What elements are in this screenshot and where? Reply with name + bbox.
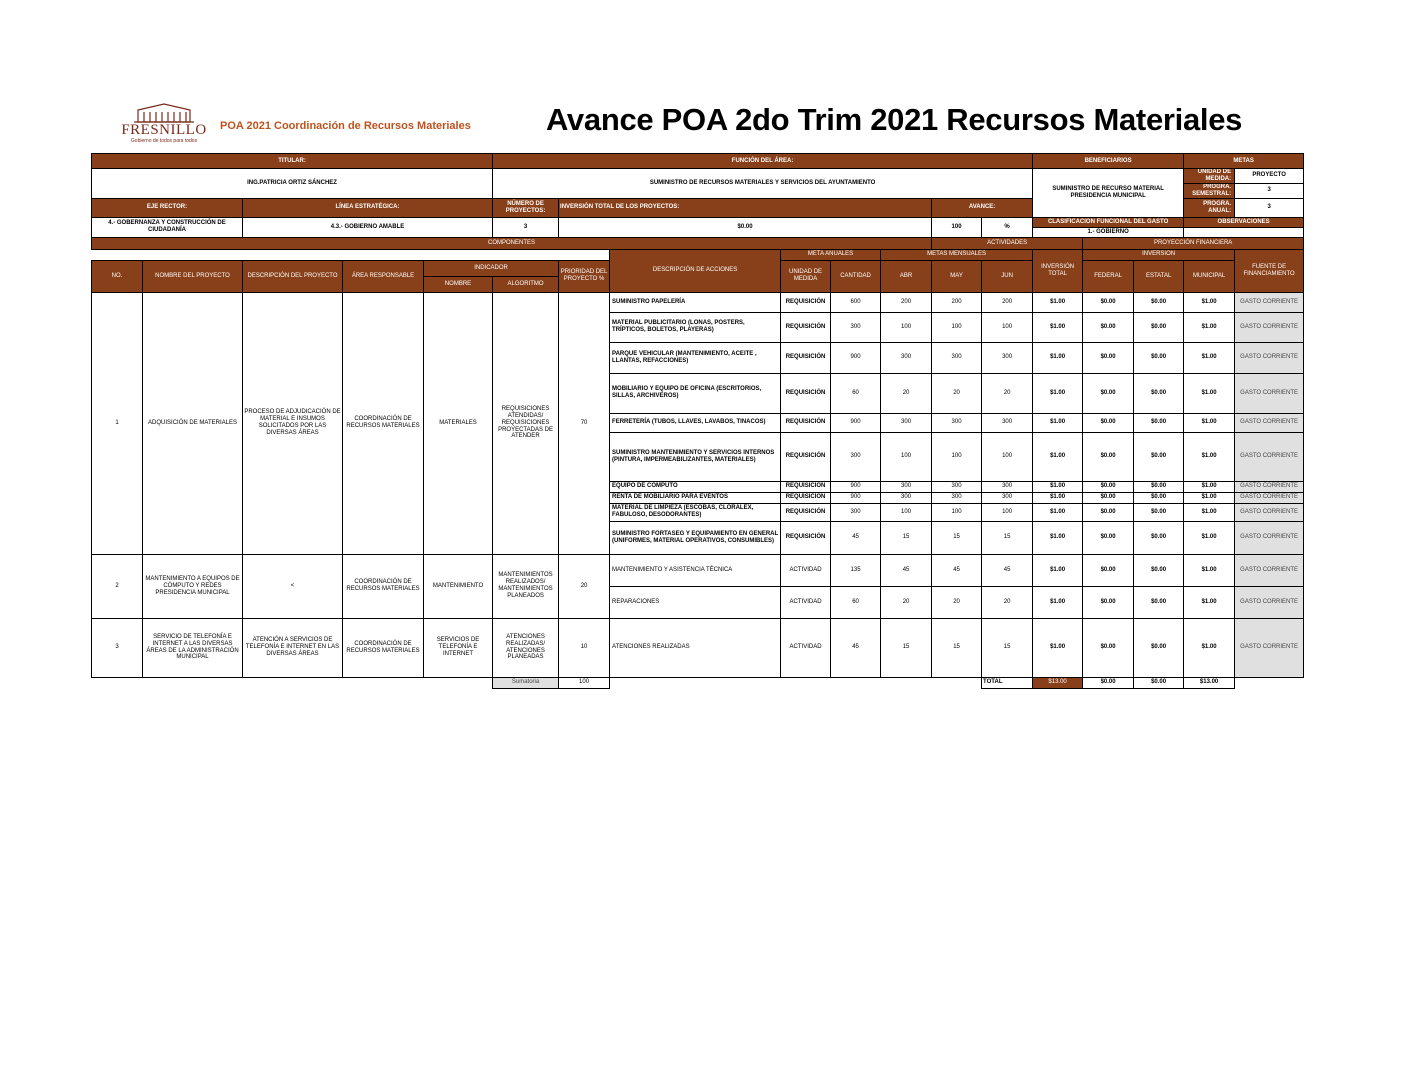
activity-municipal: $1.00 <box>1184 292 1235 312</box>
componentes-header: COMPONENTES <box>92 237 932 249</box>
activity-total: $1.00 <box>1033 521 1083 554</box>
poa-table <box>91 153 1304 689</box>
page-subtitle: POA 2021 Coordinación de Recursos Materiales <box>220 120 471 132</box>
project-no: 2 <box>92 554 143 618</box>
activity-desc: REPARACIONES <box>610 586 781 618</box>
col-may: MAY <box>932 260 982 292</box>
sumatoria-label: Sumatoria <box>493 677 559 688</box>
project-algoritmo: MANTENIMIENTOS REALIZADOS/ MANTENIMIENTOS PLANEADOS <box>493 554 559 618</box>
logo-text: FRESNILLO <box>121 122 207 138</box>
project-prioridad: 20 <box>559 554 610 618</box>
activity-municipal: $1.00 <box>1184 618 1235 677</box>
activity-estatal: $0.00 <box>1134 292 1184 312</box>
proyeccion-header: PROYECCIÓN FINANCIERA <box>1083 237 1304 249</box>
activity-cantidad: 900 <box>831 342 881 373</box>
activity-federal: $0.00 <box>1083 554 1134 586</box>
activity-fuente: GASTO CORRIENTE <box>1235 503 1304 521</box>
activity-federal: $0.00 <box>1083 373 1134 413</box>
titular-label: TITULAR: <box>92 154 493 169</box>
num-proyectos-label: NÚMERO DE PROYECTOS: <box>493 198 559 217</box>
spacer-cell <box>610 677 982 688</box>
total-federal: $0.00 <box>1083 677 1134 688</box>
activity-may: 300 <box>932 492 982 503</box>
linea-value: 4.3.- GOBIERNO AMABLE <box>243 217 493 237</box>
activity-federal: $0.00 <box>1083 432 1134 481</box>
project-indicador: SERVICIOS DE TELEFONÍA E INTERNET <box>424 618 493 677</box>
activity-unidad: REQUISICIÓN <box>781 292 831 312</box>
page-header <box>110 100 1270 146</box>
activity-cantidad: 60 <box>831 373 881 413</box>
project-descripcion: PROCESO DE ADJUDICACIÓN DE MATERIAL E INSUMOS SOLICITADOS POR LAS DIVERSAS ÁREAS <box>243 292 343 554</box>
clasificacion-value: 1.- GOBIERNO <box>1033 227 1184 237</box>
project-area: COORDINACIÓN DE RECURSOS MATERIALES <box>343 292 424 554</box>
total-municipal: $13.00 <box>1184 677 1235 688</box>
activity-jun: 100 <box>982 312 1033 342</box>
activity-jun: 45 <box>982 554 1033 586</box>
activity-federal: $0.00 <box>1083 492 1134 503</box>
activity-desc: SUMINISTRO MANTENIMIENTO Y SERVICIOS INTERNOS (PINTURA, IMPERMEABILIZANTES, MATERIALES) <box>610 432 781 481</box>
activity-abr: 45 <box>881 554 932 586</box>
project-area: COORDINACIÓN DE RECURSOS MATERIALES <box>343 554 424 618</box>
activity-cantidad: 600 <box>831 292 881 312</box>
activity-may: 20 <box>932 586 982 618</box>
activity-abr: 100 <box>881 312 932 342</box>
actividades-header: ACTIVIDADES <box>932 237 1083 249</box>
activity-municipal: $1.00 <box>1184 586 1235 618</box>
activity-unidad: ACTIVIDAD <box>781 618 831 677</box>
activity-jun: 100 <box>982 503 1033 521</box>
col-algoritmo: ALGORITMO <box>493 276 559 292</box>
col-indicador: INDICADOR <box>424 260 559 276</box>
activity-desc: RENTA DE MOBILIARIO PARA EVENTOS <box>610 492 781 503</box>
activity-federal: $0.00 <box>1083 586 1134 618</box>
project-no: 3 <box>92 618 143 677</box>
total-label: TOTAL <box>982 677 1033 688</box>
activity-federal: $0.00 <box>1083 503 1134 521</box>
total-estatal: $0.00 <box>1134 677 1184 688</box>
activity-cantidad: 60 <box>831 586 881 618</box>
project-area: COORDINACIÓN DE RECURSOS MATERIALES <box>343 618 424 677</box>
activity-fuente: GASTO CORRIENTE <box>1235 342 1304 373</box>
activity-unidad: REQUISICIÓN <box>781 373 831 413</box>
activity-estatal: $0.00 <box>1134 554 1184 586</box>
metas-anuales-header: META ANUALES <box>781 249 881 260</box>
col-nombre-proyecto: NOMBRE DEL PROYECTO <box>143 260 243 292</box>
activity-desc: MOBILIARIO Y EQUIPO DE OFICINA (ESCRITORIOS, SILLAS, ARCHIVEROS) <box>610 373 781 413</box>
sumatoria-value: 100 <box>559 677 610 688</box>
activity-desc: SUMINISTRO FORTASEG Y EQUIPAMIENTO EN GENERAL (UNIFORMES, MATERIAL OPERATIVOS, CONSUMIBLES) <box>610 521 781 554</box>
table-row <box>92 618 1304 677</box>
inversion-value: $0.00 <box>559 217 932 237</box>
activity-desc: ATENCIONES REALIZADAS <box>610 618 781 677</box>
activity-abr: 300 <box>881 342 932 373</box>
activity-jun: 15 <box>982 521 1033 554</box>
activity-may: 45 <box>932 554 982 586</box>
col-area: ÁREA RESPONSABLE <box>343 260 424 292</box>
col-estatal: ESTATAL <box>1134 260 1184 292</box>
activity-desc: EQUIPO DE CÓMPUTO <box>610 481 781 492</box>
activity-unidad: REQUISICIÓN <box>781 432 831 481</box>
project-indicador: MATERIALES <box>424 292 493 554</box>
funcion-label: FUNCIÓN DEL ÁREA: <box>493 154 1033 169</box>
activity-abr: 200 <box>881 292 932 312</box>
activity-unidad: REQUISICIÓN <box>781 312 831 342</box>
activity-municipal: $1.00 <box>1184 492 1235 503</box>
spacer-cell <box>1235 677 1304 688</box>
col-unidad: UNIDAD DE MEDIDA <box>781 260 831 292</box>
total-inversion: $13.00 <box>1033 677 1083 688</box>
activity-municipal: $1.00 <box>1184 521 1235 554</box>
activity-fuente: GASTO CORRIENTE <box>1235 618 1304 677</box>
activity-abr: 20 <box>881 373 932 413</box>
col-jun: JUN <box>982 260 1033 292</box>
activity-jun: 300 <box>982 492 1033 503</box>
activity-may: 300 <box>932 481 982 492</box>
avance-unit: % <box>982 217 1033 237</box>
activity-unidad: REQUISICIÓN <box>781 413 831 432</box>
activity-desc: MATERIAL DE LIMPIEZA (ESCOBAS, CLORALEX, FABULOSO, DESODORANTES) <box>610 503 781 521</box>
activity-total: $1.00 <box>1033 432 1083 481</box>
activity-estatal: $0.00 <box>1134 492 1184 503</box>
activity-jun: 20 <box>982 586 1033 618</box>
activity-estatal: $0.00 <box>1134 373 1184 413</box>
project-nombre: SERVICIO DE TELEFONÍA E INTERNET A LAS DIVERSAS ÁREAS DE LA ADMINISTRACIÓN MUNICIPAL <box>143 618 243 677</box>
progra-anual-label: PROGRA. ANUAL: <box>1184 198 1235 217</box>
activity-federal: $0.00 <box>1083 521 1134 554</box>
activity-unidad: ACTIVIDAD <box>781 586 831 618</box>
activity-abr: 300 <box>881 492 932 503</box>
eje-value: 4.- GOBERNANZA Y CONSTRUCCIÓN DE CIUDADANÍA <box>92 217 243 237</box>
eje-label: EJE RECTOR: <box>92 198 243 217</box>
col-municipal: MUNICIPAL <box>1184 260 1235 292</box>
activity-total: $1.00 <box>1033 492 1083 503</box>
avance-value: 100 <box>932 217 982 237</box>
activity-fuente: GASTO CORRIENTE <box>1235 481 1304 492</box>
project-nombre: MANTENIMIENTO A EQUIPOS DE CÓMPUTO Y REDES PRESIDENCIA MUNICIPAL <box>143 554 243 618</box>
activity-desc: PARQUE VEHICULAR (MANTENIMIENTO, ACEITE , LLANTAS, REFACCIONES) <box>610 342 781 373</box>
activity-total: $1.00 <box>1033 342 1083 373</box>
project-algoritmo: ATENCIONES REALIZADAS/ ATENCIONES PLANEADAS <box>493 618 559 677</box>
table-row <box>92 292 1304 312</box>
col-descripcion-proyecto: DESCRIPCIÓN DEL PROYECTO <box>243 260 343 292</box>
progra-anual-value: 3 <box>1235 198 1304 217</box>
col-prioridad: PRIORIDAD DEL PROYECTO % <box>559 260 610 292</box>
activity-fuente: GASTO CORRIENTE <box>1235 492 1304 503</box>
activity-jun: 200 <box>982 292 1033 312</box>
activity-may: 300 <box>932 413 982 432</box>
activity-cantidad: 45 <box>831 618 881 677</box>
activity-fuente: GASTO CORRIENTE <box>1235 373 1304 413</box>
activity-jun: 20 <box>982 373 1033 413</box>
activity-may: 15 <box>932 618 982 677</box>
activity-fuente: GASTO CORRIENTE <box>1235 432 1304 481</box>
activity-fuente: GASTO CORRIENTE <box>1235 312 1304 342</box>
activity-jun: 300 <box>982 481 1033 492</box>
activity-estatal: $0.00 <box>1134 342 1184 373</box>
activity-abr: 300 <box>881 413 932 432</box>
activity-municipal: $1.00 <box>1184 373 1235 413</box>
activity-jun: 15 <box>982 618 1033 677</box>
unidad-medida-label: UNIDAD DE MEDIDA: <box>1184 169 1235 184</box>
activity-unidad: REQUISICIÓN <box>781 481 831 492</box>
activity-estatal: $0.00 <box>1134 618 1184 677</box>
activity-abr: 20 <box>881 586 932 618</box>
activity-may: 300 <box>932 342 982 373</box>
activity-fuente: GASTO CORRIENTE <box>1235 586 1304 618</box>
col-federal: FEDERAL <box>1083 260 1134 292</box>
activity-municipal: $1.00 <box>1184 554 1235 586</box>
activity-abr: 15 <box>881 618 932 677</box>
activity-estatal: $0.00 <box>1134 432 1184 481</box>
avance-label: AVANCE: <box>932 198 1033 217</box>
beneficiarios-value: SUMINISTRO DE RECURSO MATERIAL PRESIDENCIA MUNICIPAL <box>1033 169 1184 218</box>
activity-total: $1.00 <box>1033 481 1083 492</box>
activity-jun: 300 <box>982 413 1033 432</box>
progra-semestral-value: 3 <box>1235 183 1304 198</box>
inversion-label: INVERSIÓN TOTAL DE LOS PROYECTOS: <box>559 198 932 217</box>
activity-federal: $0.00 <box>1083 292 1134 312</box>
col-fuente: FUENTE DE FINANCIAMIENTO <box>1235 249 1304 292</box>
activity-cantidad: 900 <box>831 413 881 432</box>
clasificacion-label: CLASIFICACIÓN FUNCIONAL DEL GASTO <box>1033 217 1184 227</box>
col-inversion-total: INVERSIÓN TOTAL <box>1033 249 1083 292</box>
spacer-cell <box>92 249 610 260</box>
spacer-cell <box>92 677 493 688</box>
activity-abr: 15 <box>881 521 932 554</box>
activity-federal: $0.00 <box>1083 342 1134 373</box>
num-proyectos-value: 3 <box>493 217 559 237</box>
activity-cantidad: 300 <box>831 312 881 342</box>
activity-total: $1.00 <box>1033 618 1083 677</box>
activity-total: $1.00 <box>1033 554 1083 586</box>
activity-municipal: $1.00 <box>1184 312 1235 342</box>
activity-cantidad: 45 <box>831 521 881 554</box>
activity-estatal: $0.00 <box>1134 521 1184 554</box>
activity-may: 100 <box>932 312 982 342</box>
observaciones-label: OBSERVACIONES <box>1184 217 1304 227</box>
activity-cantidad: 900 <box>831 481 881 492</box>
project-indicador: MANTENIMIENTO <box>424 554 493 618</box>
activity-desc: MANTENIMIENTO Y ASISTENCIA TÉCNICA <box>610 554 781 586</box>
activity-estatal: $0.00 <box>1134 413 1184 432</box>
activity-unidad: REQUISICIÓN <box>781 503 831 521</box>
inversion-header: INVERSIÓN <box>1083 249 1235 260</box>
activity-estatal: $0.00 <box>1134 481 1184 492</box>
activity-may: 20 <box>932 373 982 413</box>
activity-cantidad: 300 <box>831 503 881 521</box>
activity-cantidad: 135 <box>831 554 881 586</box>
building-icon <box>116 102 212 124</box>
activity-federal: $0.00 <box>1083 618 1134 677</box>
project-prioridad: 70 <box>559 292 610 554</box>
activity-total: $1.00 <box>1033 586 1083 618</box>
activity-jun: 300 <box>982 342 1033 373</box>
logo-subtext: Gobierno de todos para todos <box>130 138 198 144</box>
project-no: 1 <box>92 292 143 554</box>
activity-municipal: $1.00 <box>1184 432 1235 481</box>
activity-municipal: $1.00 <box>1184 503 1235 521</box>
activity-may: 100 <box>932 432 982 481</box>
activity-fuente: GASTO CORRIENTE <box>1235 292 1304 312</box>
activity-municipal: $1.00 <box>1184 413 1235 432</box>
activity-total: $1.00 <box>1033 413 1083 432</box>
activity-municipal: $1.00 <box>1184 342 1235 373</box>
activity-desc: FERRETERÍA (TUBOS, LLAVES, LAVABOS, TINACOS) <box>610 413 781 432</box>
fresnillo-logo <box>116 102 212 144</box>
activity-unidad: ACTIVIDAD <box>781 554 831 586</box>
activity-fuente: GASTO CORRIENTE <box>1235 413 1304 432</box>
page-title: Avance POA 2do Trim 2021 Recursos Materiales <box>546 102 1243 137</box>
col-no: NO. <box>92 260 143 292</box>
activity-estatal: $0.00 <box>1134 503 1184 521</box>
totals-row <box>92 677 1304 688</box>
activity-may: 200 <box>932 292 982 312</box>
beneficiarios-label: BENEFICIARIOS <box>1033 154 1184 169</box>
activity-fuente: GASTO CORRIENTE <box>1235 554 1304 586</box>
activity-abr: 300 <box>881 481 932 492</box>
activity-estatal: $0.00 <box>1134 586 1184 618</box>
funcion-value: SUMINISTRO DE RECURSOS MATERIALES Y SERVICIOS DEL AYUNTAMIENTO <box>493 169 1033 199</box>
activity-jun: 100 <box>982 432 1033 481</box>
unidad-medida-value: PROYECTO <box>1235 169 1304 184</box>
activity-federal: $0.00 <box>1083 481 1134 492</box>
activity-estatal: $0.00 <box>1134 312 1184 342</box>
col-descripcion-acciones: DESCRIPCIÓN DE ACCIONES <box>610 249 781 292</box>
activity-total: $1.00 <box>1033 292 1083 312</box>
activity-municipal: $1.00 <box>1184 481 1235 492</box>
project-algoritmo: REQUISICIONES ATENDIDAS/ REQUISICIONES PROYECTADAS DE ATENDER <box>493 292 559 554</box>
activity-federal: $0.00 <box>1083 312 1134 342</box>
metas-label: METAS <box>1184 154 1304 169</box>
activity-abr: 100 <box>881 432 932 481</box>
activity-cantidad: 900 <box>831 492 881 503</box>
project-prioridad: 10 <box>559 618 610 677</box>
activity-desc: SUMINISTRO PAPELERÍA <box>610 292 781 312</box>
activity-fuente: GASTO CORRIENTE <box>1235 521 1304 554</box>
activity-unidad: REQUISICIÓN <box>781 521 831 554</box>
activity-total: $1.00 <box>1033 312 1083 342</box>
activity-unidad: REQUISICIÓN <box>781 342 831 373</box>
col-abr: ABR <box>881 260 932 292</box>
activity-federal: $0.00 <box>1083 413 1134 432</box>
activity-unidad: REQUISICIÓN <box>781 492 831 503</box>
activity-abr: 100 <box>881 503 932 521</box>
activity-total: $1.00 <box>1033 373 1083 413</box>
table-row <box>92 554 1304 586</box>
activity-total: $1.00 <box>1033 503 1083 521</box>
project-nombre: ADQUISICIÓN DE MATERIALES <box>143 292 243 554</box>
progra-semestral-label: PROGRA. SEMESTRAL: <box>1184 183 1235 198</box>
activity-cantidad: 300 <box>831 432 881 481</box>
col-nombre-indicador: NOMBRE <box>424 276 493 292</box>
project-descripcion: ATENCIÓN A SERVICIOS DE TELEFONÍA E INTERNET EN LAS DIVERSAS ÁREAS <box>243 618 343 677</box>
activity-may: 100 <box>932 503 982 521</box>
metas-mensuales-header: METAS MENSUALES <box>881 249 1033 260</box>
activity-may: 15 <box>932 521 982 554</box>
observaciones-value <box>1184 227 1304 237</box>
titular-value: ING.PATRICIA ORTIZ SÁNCHEZ <box>92 169 493 199</box>
linea-label: LÍNEA ESTRATÉGICA: <box>243 198 493 217</box>
activity-desc: MATERIAL PUBLICITARIO (LONAS, POSTERS, TRÍPTICOS, BOLETOS, PLAYERAS) <box>610 312 781 342</box>
col-cantidad: CANTIDAD <box>831 260 881 292</box>
project-descripcion: < <box>243 554 343 618</box>
